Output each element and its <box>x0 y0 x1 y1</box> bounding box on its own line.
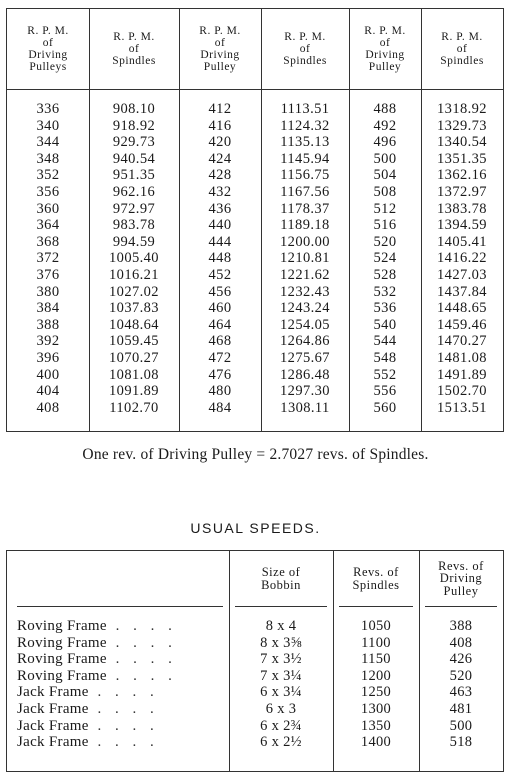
table-cell: 440 <box>208 217 232 234</box>
table-cell: 8 x 4 <box>265 618 297 634</box>
table-cell: 1502.70 <box>437 383 487 400</box>
table-cell: 1275.67 <box>280 349 330 366</box>
table-cell: 7 x 3½ <box>260 651 302 668</box>
column-frame <box>7 551 230 771</box>
table-cell: 392 <box>36 333 60 350</box>
table-cell: 416 <box>208 117 232 134</box>
table-cell: 1329.73 <box>437 117 487 134</box>
table-cell: 468 <box>208 333 232 350</box>
dot-leader: . . . . <box>106 618 177 634</box>
table-cell: 492 <box>373 117 397 134</box>
column-header: R. P. M. of Spindles <box>421 9 503 90</box>
table-cell: 426 <box>449 651 473 668</box>
table-cell: 6 x 3¼ <box>260 684 302 701</box>
table-cell: 336 <box>36 101 60 117</box>
table-cell: 556 <box>373 383 397 400</box>
table-cell: 1167.56 <box>280 183 330 200</box>
table-cell: 940.54 <box>112 150 156 167</box>
column-values <box>179 101 261 416</box>
table-cell: 908.10 <box>112 101 156 117</box>
table-cell: 368 <box>36 233 60 250</box>
column-header: R. P. M. of Driving Pulleys <box>7 9 89 90</box>
column-header: Revs. of Spindles <box>352 565 400 592</box>
column-driving-pulley-2 <box>179 9 262 431</box>
table-cell: 504 <box>373 167 397 184</box>
table-cell: 518 <box>449 734 473 751</box>
table-cell: 972.97 <box>112 200 156 217</box>
column-values <box>333 618 419 751</box>
table-cell: 951.35 <box>112 167 156 184</box>
table-cell: 536 <box>373 300 397 317</box>
table-cell: 356 <box>36 183 60 200</box>
table-cell: 1350 <box>360 717 392 734</box>
table-cell: 1297.30 <box>280 383 330 400</box>
table-cell: 412 <box>208 101 232 117</box>
table-cell: 528 <box>373 266 397 283</box>
table-cell: 1027.02 <box>109 283 159 300</box>
table-cell: 432 <box>208 183 232 200</box>
frame-name: Roving Frame <box>17 634 107 651</box>
table-cell: 352 <box>36 167 60 184</box>
table-cell: 1059.45 <box>109 333 159 350</box>
table-cell: 344 <box>36 134 60 151</box>
table-cell: 1416.22 <box>437 250 487 267</box>
table-cell: 500 <box>373 150 397 167</box>
frame-name: Roving Frame <box>17 618 107 634</box>
table-cell: 1232.43 <box>280 283 330 300</box>
table-cell: 1200.00 <box>280 233 330 250</box>
column-spindles-2 <box>261 9 350 431</box>
column-values <box>421 101 503 416</box>
column-values <box>349 101 421 416</box>
table-cell: 516 <box>373 217 397 234</box>
column-values <box>7 101 89 416</box>
table-cell: 380 <box>36 283 60 300</box>
table-cell: 508 <box>373 183 397 200</box>
table-cell: 340 <box>36 117 60 134</box>
table-cell: 408 <box>36 399 60 416</box>
column-values <box>229 618 333 751</box>
table-cell: 472 <box>208 349 232 366</box>
table-cell: 1286.48 <box>280 366 330 383</box>
table-cell: 420 <box>208 134 232 151</box>
table-cell: 6 x 2½ <box>260 734 302 751</box>
table-cell: 444 <box>208 233 232 250</box>
column-header: Size of Bobbin <box>261 565 301 592</box>
table-cell: 1513.51 <box>437 399 487 416</box>
table-cell: 1491.89 <box>437 366 487 383</box>
table-cell: 560 <box>373 399 397 416</box>
table-cell: 1405.41 <box>437 233 487 250</box>
table-cell: 6 x 2¾ <box>260 717 302 734</box>
column-bobbin-size <box>229 551 334 771</box>
table-cell: 1427.03 <box>437 266 487 283</box>
table-cell: 388 <box>36 316 60 333</box>
table-cell: 1210.81 <box>280 250 330 267</box>
table-cell: 1481.08 <box>437 349 487 366</box>
column-header: R. P. M. of Spindles <box>89 9 179 90</box>
table-cell: 1048.64 <box>109 316 159 333</box>
table-cell: 436 <box>208 200 232 217</box>
table-cell: 484 <box>208 399 232 416</box>
table-row <box>17 734 229 751</box>
table-cell: 1318.92 <box>437 101 487 117</box>
dot-leader: . . . . <box>88 684 159 701</box>
table-cell: 372 <box>36 250 60 267</box>
table-cell: 448 <box>208 250 232 267</box>
table-cell: 1300 <box>360 700 392 717</box>
table-cell: 1145.94 <box>280 150 330 167</box>
table-cell: 1037.83 <box>109 300 159 317</box>
table-cell: 520 <box>449 667 473 684</box>
table-cell: 500 <box>449 717 473 734</box>
column-header: R. P. M. of Spindles <box>261 9 349 90</box>
table-row <box>17 635 229 652</box>
frame-name: Roving Frame <box>17 667 107 684</box>
column-pulley-revs <box>419 551 503 771</box>
table-cell: 552 <box>373 366 397 383</box>
table-cell: 348 <box>36 150 60 167</box>
table-cell: 1459.46 <box>437 316 487 333</box>
table-cell: 929.73 <box>112 134 156 151</box>
table-cell: 408 <box>449 634 473 651</box>
table-cell: 1243.24 <box>280 300 330 317</box>
column-spindles-3 <box>421 9 503 431</box>
table-cell: 404 <box>36 383 60 400</box>
table-cell: 1383.78 <box>437 200 487 217</box>
table-cell: 464 <box>208 316 232 333</box>
table-cell: 520 <box>373 233 397 250</box>
column-header: Revs. of Driving Pulley <box>438 558 484 598</box>
table-cell: 400 <box>36 366 60 383</box>
table-cell: 424 <box>208 150 232 167</box>
table-cell: 1448.65 <box>437 300 487 317</box>
column-values <box>419 618 503 751</box>
table-cell: 1189.18 <box>280 217 330 234</box>
table-cell: 476 <box>208 366 232 383</box>
column-values <box>261 101 349 416</box>
usual-speeds-title: USUAL SPEEDS. <box>190 520 321 536</box>
table-row <box>17 668 229 685</box>
column-driving-pulley-3 <box>349 9 422 431</box>
table-row <box>17 701 229 718</box>
column-header <box>7 551 229 606</box>
table-cell: 1091.89 <box>109 383 159 400</box>
dot-leader: . . . . <box>106 634 177 651</box>
table-cell: 396 <box>36 349 60 366</box>
table-cell: 983.78 <box>112 217 156 234</box>
table-cell: 918.92 <box>112 117 156 134</box>
table-cell: 994.59 <box>112 233 156 250</box>
table-cell: 532 <box>373 283 397 300</box>
table-row <box>17 684 229 701</box>
dot-leader: . . . . <box>106 651 177 668</box>
table-cell: 1156.75 <box>280 167 330 184</box>
table-cell: 1050 <box>360 618 392 634</box>
table-cell: 540 <box>373 316 397 333</box>
header-rule <box>339 606 413 607</box>
table-cell: 384 <box>36 300 60 317</box>
table-cell: 1400 <box>360 734 392 751</box>
table-cell: 1124.32 <box>280 117 330 134</box>
table-cell: 1135.13 <box>280 134 330 151</box>
table-cell: 463 <box>449 684 473 701</box>
header-rule <box>235 606 327 607</box>
column-spindle-revs <box>333 551 420 771</box>
column-values <box>89 101 179 416</box>
table-cell: 6 x 3 <box>265 700 297 717</box>
table-cell: 388 <box>449 618 473 634</box>
conversion-note: One rev. of Driving Pulley = 2.7027 revs. of Spindles. <box>82 446 429 463</box>
table-cell: 512 <box>373 200 397 217</box>
frame-name: Jack Frame <box>17 734 89 751</box>
table-cell: 1351.35 <box>437 150 487 167</box>
table-cell: 1362.16 <box>437 167 487 184</box>
frame-name: Jack Frame <box>17 717 89 734</box>
dot-leader: . . . . <box>88 734 159 751</box>
table-cell: 7 x 3¼ <box>260 667 302 684</box>
table-cell: 488 <box>373 101 397 117</box>
column-spindles-1 <box>89 9 180 431</box>
table-cell: 1070.27 <box>109 349 159 366</box>
table-cell: 1150 <box>361 651 391 668</box>
table-cell: 1250 <box>360 684 392 701</box>
frame-name: Jack Frame <box>17 700 89 717</box>
dot-leader: . . . . <box>88 700 159 717</box>
table-cell: 1113.51 <box>280 101 330 117</box>
table-cell: 460 <box>208 300 232 317</box>
dot-leader: . . . . <box>88 717 159 734</box>
table-cell: 1308.11 <box>280 399 330 416</box>
table-cell: 548 <box>373 349 397 366</box>
table-cell: 1437.84 <box>437 283 487 300</box>
spindle-speed-table <box>6 8 504 432</box>
table-cell: 480 <box>208 383 232 400</box>
table-cell: 1178.37 <box>280 200 330 217</box>
table-cell: 1005.40 <box>109 250 159 267</box>
table-cell: 376 <box>36 266 60 283</box>
header-rule <box>17 606 223 607</box>
table-cell: 1394.59 <box>437 217 487 234</box>
table-cell: 1100 <box>361 634 391 651</box>
header-rule <box>425 606 497 607</box>
table-cell: 481 <box>449 700 473 717</box>
table-cell: 428 <box>208 167 232 184</box>
table-cell: 1016.21 <box>109 266 159 283</box>
column-header: R. P. M. of Driving Pulley <box>179 9 261 90</box>
table-row <box>17 718 229 735</box>
table-cell: 456 <box>208 283 232 300</box>
table-cell: 1081.08 <box>109 366 159 383</box>
table-cell: 452 <box>208 266 232 283</box>
usual-speeds-table <box>6 550 504 772</box>
table-row <box>17 618 229 635</box>
table-cell: 1200 <box>360 667 392 684</box>
table-row <box>17 651 229 668</box>
table-cell: 544 <box>373 333 397 350</box>
table-cell: 360 <box>36 200 60 217</box>
table-cell: 1372.97 <box>437 183 487 200</box>
table-cell: 524 <box>373 250 397 267</box>
table-cell: 1264.86 <box>280 333 330 350</box>
column-driving-pulleys-1 <box>7 9 90 431</box>
table-cell: 1470.27 <box>437 333 487 350</box>
column-header: R. P. M. of Driving Pulley <box>349 9 421 90</box>
frame-name: Jack Frame <box>17 684 89 701</box>
table-cell: 1340.54 <box>437 134 487 151</box>
table-cell: 8 x 3⅝ <box>260 634 302 651</box>
table-cell: 496 <box>373 134 397 151</box>
table-cell: 1221.62 <box>280 266 330 283</box>
table-cell: 1254.05 <box>280 316 330 333</box>
dot-leader: . . . . <box>106 667 177 684</box>
table-cell: 1102.70 <box>109 399 159 416</box>
table-cell: 364 <box>36 217 60 234</box>
frame-list <box>17 618 229 751</box>
frame-name: Roving Frame <box>17 651 107 668</box>
table-cell: 962.16 <box>112 183 156 200</box>
